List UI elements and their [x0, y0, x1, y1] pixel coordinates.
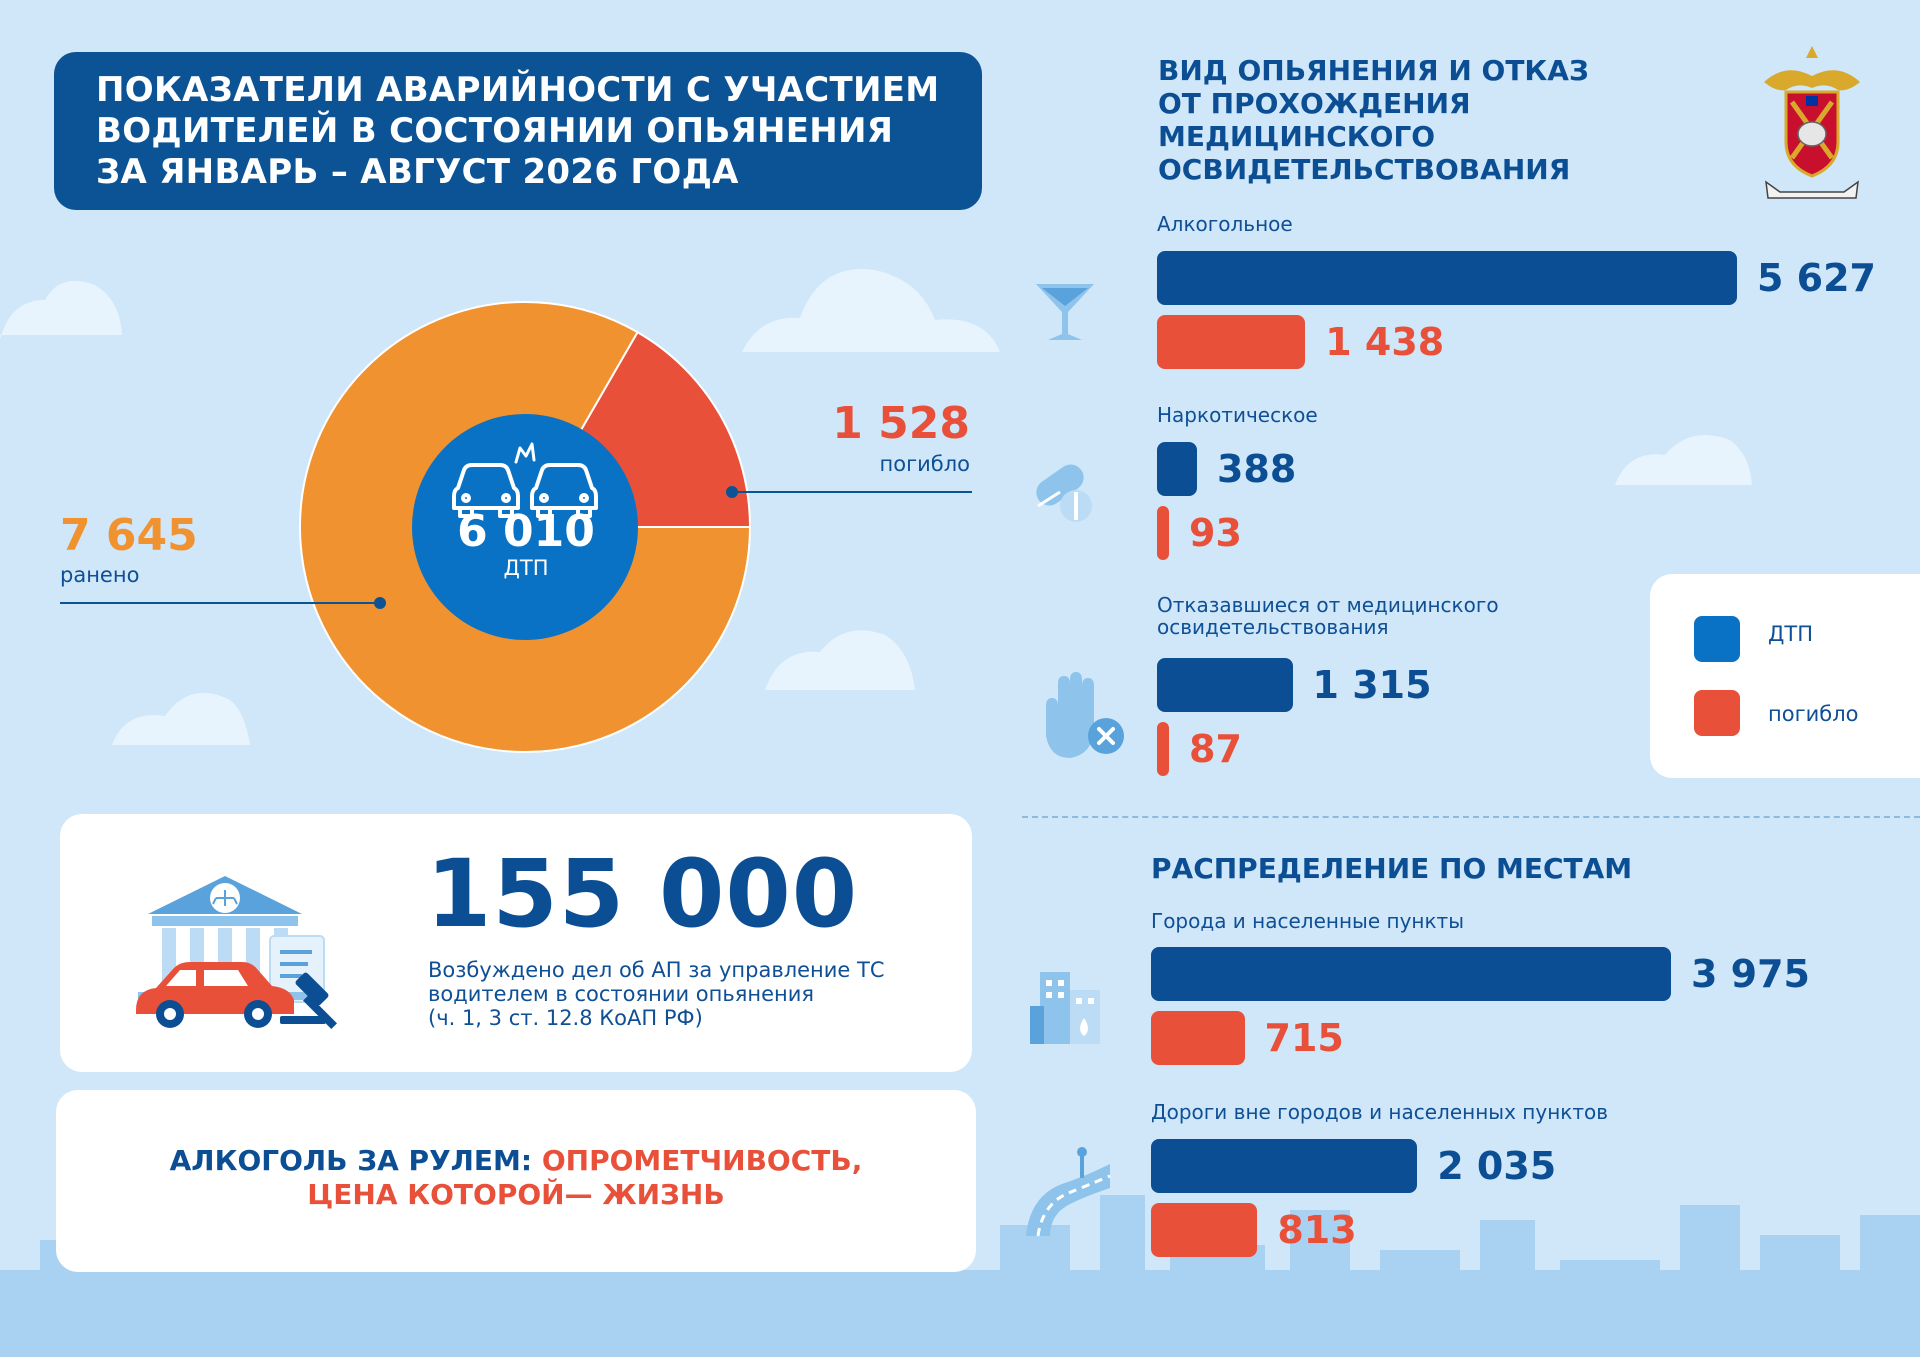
- slogan-line-2: ЦЕНА КОТОРОЙ— ЖИЗНЬ: [307, 1178, 725, 1211]
- injured-value: 7 645: [60, 510, 198, 561]
- donut-center-label: ДТП: [503, 556, 549, 580]
- bar-label-killed-1: 93: [1189, 511, 1242, 555]
- killed-value: 1 528: [832, 398, 970, 449]
- bar-killed-0: [1157, 315, 1305, 369]
- killed-leader-dot: [726, 486, 738, 498]
- intox-title-line-2: ОТ ПРОХОЖДЕНИЯ: [1158, 87, 1471, 120]
- fines-desc-line-3: (ч. 1, 3 ст. 12.8 КоАП РФ): [428, 1006, 703, 1030]
- bar-label-killed-2: 87: [1189, 727, 1242, 771]
- legend-label-killed: погибло: [1768, 702, 1859, 726]
- bar-dtp-1: [1151, 1139, 1417, 1193]
- category-label-cities: Города и населенные пункты: [1151, 909, 1464, 933]
- places-section-title: РАСПРЕДЕЛЕНИЕ ПО МЕСТАМ: [1151, 852, 1633, 885]
- intox-title-line-3: МЕДИЦИНСКОГО: [1158, 120, 1436, 153]
- title-line-1: ПОКАЗАТЕЛИ АВАРИЙНОСТИ С УЧАСТИЕМ: [96, 70, 940, 110]
- slogan-part-red: ОПРОМЕТЧИВОСТЬ,: [541, 1144, 863, 1177]
- bar-label-killed-1: 813: [1277, 1208, 1357, 1252]
- cocktail-icon: [1030, 276, 1100, 346]
- slogan-line-1: [56, 1144, 976, 1178]
- injured-leader-dot: [374, 597, 386, 609]
- legend-swatch-killed: [1694, 690, 1740, 736]
- bar-killed-2: [1157, 722, 1169, 776]
- bar-label-dtp-0: 3 975: [1691, 952, 1810, 996]
- bar-killed-0: [1151, 1011, 1245, 1065]
- bar-dtp-2: [1157, 658, 1293, 712]
- intox-section-title: [1158, 54, 1618, 186]
- bar-label-dtp-2: 1 315: [1312, 663, 1432, 707]
- killed-leader-line: [732, 491, 972, 493]
- slogan: [56, 1144, 976, 1212]
- title-line-2: ВОДИТЕЛЕЙ В СОСТОЯНИИ ОПЬЯНЕНИЯ: [96, 111, 894, 151]
- slogan-part-blue: АЛКОГОЛЬ ЗА РУЛЕМ:: [169, 1144, 542, 1177]
- bar-killed-1: [1151, 1203, 1257, 1257]
- court-icon: [130, 862, 350, 1032]
- bar-dtp-0: [1157, 251, 1737, 305]
- bar-label-killed-0: 715: [1264, 1016, 1344, 1060]
- title-line-3: ЗА ЯНВАРЬ – АВГУСТ 2026 ГОДА: [96, 152, 739, 192]
- killed-label: погибло: [879, 452, 970, 476]
- page-title: [96, 70, 976, 193]
- injured-label: ранено: [60, 563, 140, 587]
- legend-label-dtp: ДТП: [1768, 622, 1814, 646]
- donut-center-value: 6 010: [457, 506, 595, 557]
- fines-value: 155 000: [426, 840, 859, 949]
- bar-dtp-0: [1151, 947, 1671, 1001]
- fines-desc-line-2: водителем в состоянии опьянения: [428, 982, 815, 1006]
- fines-description: [428, 958, 948, 1030]
- injured-leader-line: [60, 602, 382, 604]
- category-label-drugs: Наркотическое: [1157, 403, 1318, 427]
- bar-dtp-1: [1157, 442, 1197, 496]
- category-label-roads: Дороги вне городов и населенных пунктов: [1151, 1100, 1609, 1124]
- stop-hand-icon: [1032, 670, 1128, 766]
- pills-icon: [1030, 458, 1100, 528]
- road-icon: [1020, 1144, 1116, 1240]
- bar-label-killed-0: 1 438: [1325, 320, 1445, 364]
- fines-desc-line-1: Возбуждено дел об АП за управление ТС: [428, 958, 885, 982]
- bar-label-dtp-1: 388: [1216, 447, 1297, 491]
- section-divider: [1022, 816, 1920, 818]
- category-label-alcohol: Алкогольное: [1157, 212, 1293, 236]
- bar-killed-1: [1157, 506, 1169, 560]
- category-label-refused: Отказавшиеся от медицинского освидетельствования: [1157, 593, 1499, 639]
- police-emblem-icon: [1756, 42, 1868, 206]
- legend-swatch-dtp: [1694, 616, 1740, 662]
- bar-label-dtp-0: 5 627: [1757, 256, 1876, 300]
- intox-title-line-1: ВИД ОПЬЯНЕНИЯ И ОТКАЗ: [1158, 54, 1589, 87]
- legend: [1650, 574, 1920, 778]
- intox-title-line-4: ОСВИДЕТЕЛЬСТВОВАНИЯ: [1158, 153, 1571, 186]
- bar-label-dtp-1: 2 035: [1437, 1144, 1557, 1188]
- city-icon: [1026, 962, 1110, 1046]
